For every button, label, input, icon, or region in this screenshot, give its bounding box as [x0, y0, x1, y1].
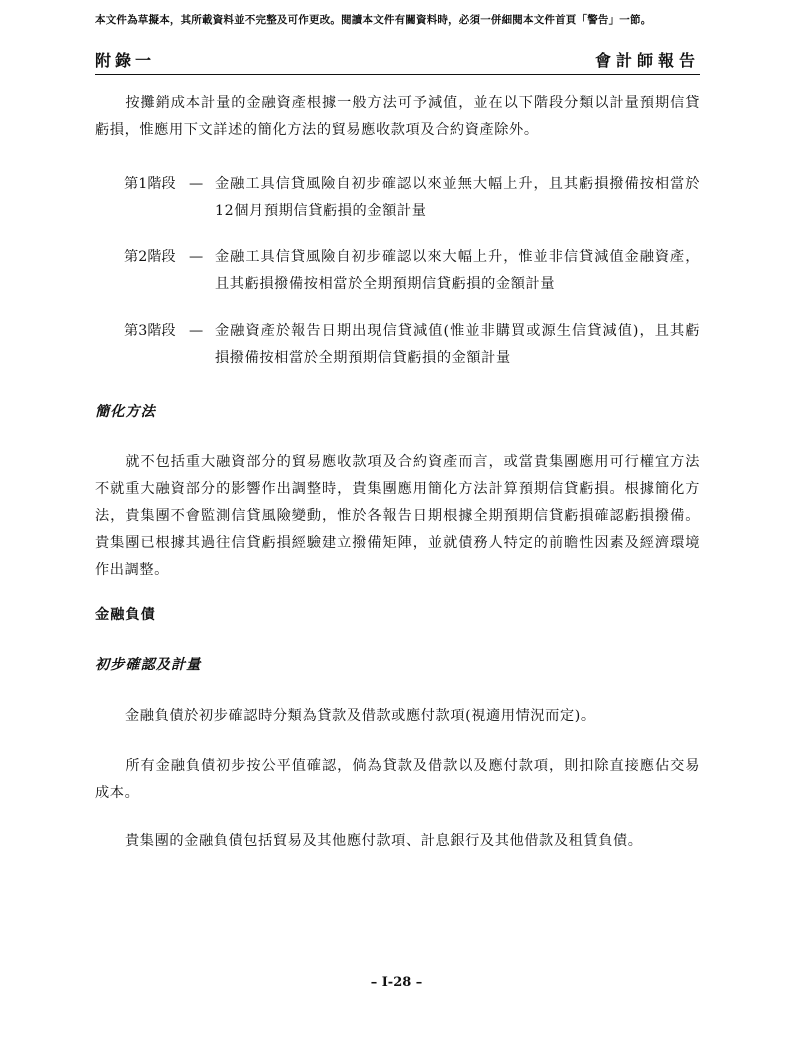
liabilities-paragraph-1: [95, 703, 700, 730]
stage-dash: —: [189, 249, 204, 265]
stage-label: 第1階段: [124, 176, 176, 192]
report-title: 會計師報告: [594, 51, 700, 70]
stage-label: 第3階段: [124, 323, 176, 339]
liabilities-text-2: 所有金融負債初步按公平值確認，倘為貸款及借款以及應付款項，則扣除直接應佔交易成本。: [95, 758, 700, 801]
liabilities-text-3: 貴集團的金融負債包括貿易及其他應付款項、計息銀行及其他借款及租賃負債。: [125, 833, 643, 849]
liabilities-paragraph-2: [95, 753, 700, 807]
page-number: – I-28 –: [370, 975, 423, 990]
draft-disclaimer: 本文件為草擬本，其所載資料並不完整及可作更改。閱讀本文件有關資料時，必須一併細閱本文件首頁「警告」一節。: [95, 14, 652, 26]
header-divider: [95, 74, 700, 75]
stage-text: 金融工具信貸風險自初步確認以來並無大幅上升，且其虧損撥備按相當於12個月預期信貸虧損的金額計量: [215, 176, 700, 219]
stage-dash: —: [189, 323, 204, 339]
intro-paragraph: [95, 90, 700, 144]
financial-liabilities-heading: 金融負債: [95, 607, 156, 623]
initial-recognition-heading: 初步確認及計量: [95, 657, 202, 673]
liabilities-paragraph-3: [95, 828, 700, 855]
stage-dash: —: [189, 176, 204, 192]
stage-text: 金融資產於報告日期出現信貸減值(惟並非購買或源生信貸減值)，且其虧損撥備按相當於全期預期信貸虧損的金額計量: [215, 323, 700, 366]
appendix-title: 附錄一: [95, 51, 156, 70]
liabilities-text-1: 金融負債於初步確認時分類為貸款及借款或應付款項(視適用情況而定)。: [125, 708, 596, 724]
simplified-approach-heading: 簡化方法: [95, 404, 156, 420]
page-header: [95, 48, 700, 72]
stage-text: 金融工具信貸風險自初步確認以來大幅上升，惟並非信貸減值金融資產，且其虧損撥備按相當於全期預期信貸虧損的金額計量: [215, 249, 700, 292]
simplified-approach-paragraph: [95, 449, 700, 584]
simplified-approach-text: 就不包括重大融資部分的貿易應收款項及合約資產而言，或當貴集團應用可行權宜方法不就重大融資部分的影響作出調整時，貴集團應用簡化方法計算預期信貸虧損。根據簡化方法，貴集團不會監測信貸風險變動，惟於各報告日期根據全期預期信貸虧損確認虧損撥備。貴集團已根據其過往信貸虧損經驗建立撥備矩陣，並就債務人特定的前瞻性因素及經濟環境作出調整。: [95, 454, 700, 578]
intro-text: 按攤銷成本計量的金融資產根據一般方法可予減值，並在以下階段分類以計量預期信貸虧損，惟應用下文詳述的簡化方法的貿易應收款項及合約資產除外。: [95, 95, 700, 138]
stage-label: 第2階段: [124, 249, 176, 265]
